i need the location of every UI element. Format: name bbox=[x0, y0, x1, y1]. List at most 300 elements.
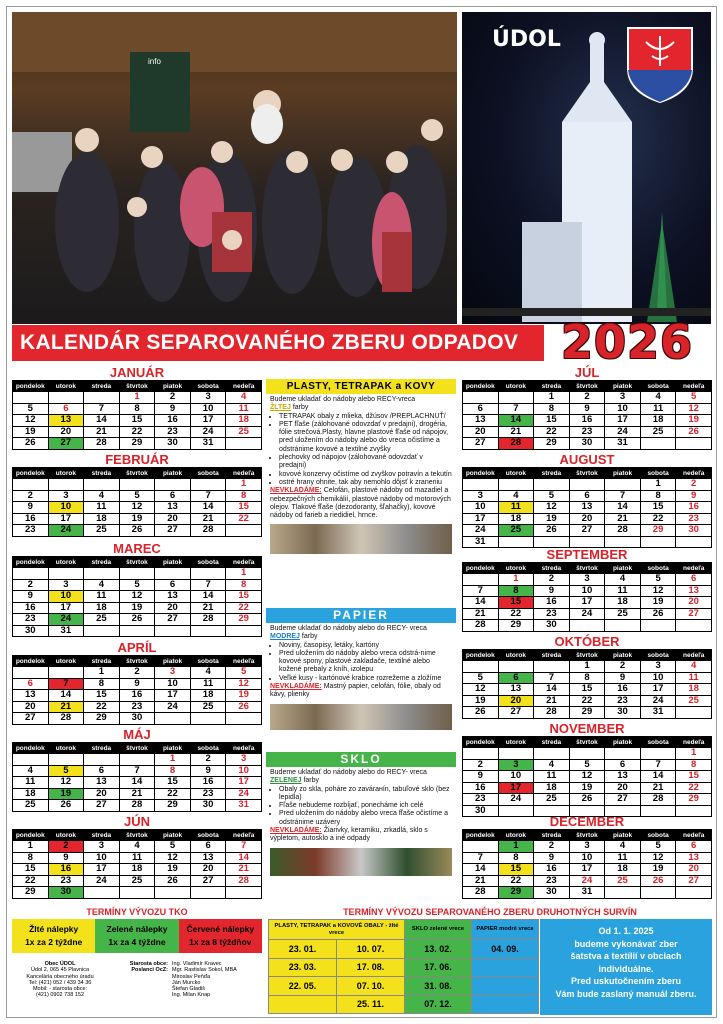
weekday-header: pondelok bbox=[463, 381, 499, 392]
day-cell: 29 bbox=[155, 800, 191, 812]
collection-date: 23. 01. bbox=[269, 940, 337, 959]
day-cell: 3 bbox=[84, 841, 120, 853]
day-cell bbox=[640, 438, 676, 450]
plasty-item: • TETRAPAK obaly z mlieka, džúsov /PREPLACHNUŤ/ bbox=[279, 413, 452, 421]
month-4 bbox=[12, 640, 262, 725]
day-cell: 29 bbox=[534, 438, 570, 450]
day-cell: 5 bbox=[463, 672, 499, 684]
weekday-header: sobota bbox=[190, 743, 226, 754]
day-cell: 10 bbox=[569, 852, 605, 864]
day-cell: 31 bbox=[605, 438, 641, 450]
separovany-title: TERMÍNY VÝVOZU SEPAROVANÉHO ZBERU DRUHOTNÝCH SURVÍN bbox=[343, 907, 637, 917]
collection-date bbox=[472, 977, 539, 996]
weekday-header: utorok bbox=[48, 468, 84, 479]
day-cell: 26 bbox=[640, 875, 676, 887]
photo-children-with-saint-nicholas bbox=[12, 12, 457, 324]
day-cell: 5 bbox=[534, 490, 570, 502]
day-cell: 13 bbox=[190, 852, 226, 864]
day-cell: 2 bbox=[13, 490, 49, 502]
tko-yellow bbox=[12, 919, 95, 953]
weekday-header: pondelok bbox=[13, 381, 49, 392]
day-cell: 27 bbox=[155, 614, 191, 626]
contact-line: Mobil: - starosta obce: bbox=[32, 986, 88, 993]
weekday-header: sobota bbox=[640, 468, 676, 479]
day-cell: 23 bbox=[569, 426, 605, 438]
notice-line: šatstva a textílií v obciach bbox=[570, 951, 682, 961]
month-table bbox=[12, 829, 262, 899]
notice-line: Vám bude zaslaný manuál zberu. bbox=[555, 988, 697, 999]
day-cell: 30 bbox=[569, 438, 605, 450]
day-cell: 28 bbox=[48, 713, 84, 725]
month-name: JÚL bbox=[574, 365, 600, 380]
day-cell: 7 bbox=[190, 579, 226, 591]
day-cell: 8 bbox=[676, 759, 712, 771]
contacts-names bbox=[168, 961, 258, 999]
day-cell: 29 bbox=[498, 887, 534, 899]
day-cell: 31 bbox=[463, 536, 499, 548]
day-cell: 20 bbox=[190, 864, 226, 876]
separovany-table bbox=[268, 919, 539, 1014]
weekday-header: piatok bbox=[155, 743, 191, 754]
day-cell: 30 bbox=[155, 438, 191, 450]
day-cell: 21 bbox=[463, 875, 499, 887]
weekday-header: štvrtok bbox=[569, 650, 605, 661]
day-cell: 9 bbox=[534, 852, 570, 864]
day-cell: 2 bbox=[534, 574, 570, 586]
day-cell: 5 bbox=[119, 490, 155, 502]
day-cell: 24 bbox=[84, 875, 120, 887]
day-cell: 10 bbox=[569, 585, 605, 597]
contact-role: Poslanci OcZ: bbox=[131, 967, 168, 974]
day-cell: 28 bbox=[534, 707, 570, 719]
day-cell: 31 bbox=[640, 707, 676, 719]
day-cell: 14 bbox=[463, 864, 499, 876]
contact-line: Obec ÚDOL bbox=[44, 961, 76, 967]
day-cell: 8 bbox=[119, 403, 155, 415]
day-cell: 22 bbox=[498, 608, 534, 620]
day-cell: 14 bbox=[190, 591, 226, 603]
day-cell: 20 bbox=[676, 864, 712, 876]
day-cell: 21 bbox=[640, 782, 676, 794]
day-cell: 4 bbox=[676, 661, 712, 673]
day-cell: 26 bbox=[48, 800, 84, 812]
day-cell: 30 bbox=[534, 887, 570, 899]
day-cell: 12 bbox=[119, 591, 155, 603]
weekday-header: piatok bbox=[605, 563, 641, 574]
day-cell bbox=[84, 479, 120, 491]
day-cell: 9 bbox=[13, 591, 49, 603]
day-cell: 13 bbox=[676, 852, 712, 864]
weekday-header: nedeľa bbox=[226, 381, 262, 392]
weekday-header: streda bbox=[534, 563, 570, 574]
village-title: ÚDOL bbox=[492, 27, 561, 52]
contact-name: Ján Murcko bbox=[172, 979, 201, 986]
day-cell: 6 bbox=[605, 759, 641, 771]
day-cell bbox=[155, 568, 191, 580]
day-cell: 15 bbox=[155, 777, 191, 789]
day-cell: 25 bbox=[84, 525, 120, 537]
day-cell: 28 bbox=[463, 620, 499, 632]
collection-date: 17. 06. bbox=[405, 958, 472, 977]
contact-line: Tel: (421) 052 / 439 34 36 bbox=[28, 979, 92, 986]
contact-name: Ing. Milan Knap bbox=[172, 992, 211, 999]
contacts-obec bbox=[12, 961, 108, 999]
day-cell: 14 bbox=[534, 684, 570, 696]
papier-waste-photo bbox=[270, 704, 452, 730]
month-table bbox=[462, 380, 712, 450]
weekday-header: utorok bbox=[498, 737, 534, 748]
day-cell: 15 bbox=[226, 591, 262, 603]
day-cell: 22 bbox=[498, 875, 534, 887]
day-cell: 12 bbox=[640, 852, 676, 864]
day-cell: 18 bbox=[676, 684, 712, 696]
weekday-header: streda bbox=[534, 468, 570, 479]
day-cell bbox=[676, 438, 712, 450]
contacts bbox=[12, 953, 262, 999]
day-cell: 19 bbox=[534, 513, 570, 525]
plasty-item: • plechovky od nápojov (zálohované odovzdať v predajni) bbox=[279, 454, 452, 471]
plasty-nev-label: NEVKLADÁME: bbox=[270, 487, 322, 495]
day-cell: 10 bbox=[605, 403, 641, 415]
month-name: APRÍL bbox=[117, 640, 157, 655]
day-cell: 24 bbox=[605, 426, 641, 438]
day-cell: 25 bbox=[226, 426, 262, 438]
day-cell: 26 bbox=[676, 426, 712, 438]
month-1 bbox=[12, 365, 262, 450]
contacts-roles bbox=[108, 961, 168, 999]
day-cell: 7 bbox=[605, 490, 641, 502]
day-cell: 26 bbox=[13, 438, 49, 450]
plasty-item: • kovové konzervy očistíme od zvyškov potravín a tekutín bbox=[279, 471, 452, 479]
day-cell: 6 bbox=[498, 672, 534, 684]
day-cell: 10 bbox=[226, 765, 262, 777]
calendar-banner: KALENDÁR SEPAROVANÉHO ZBERU ODPADOV bbox=[12, 325, 544, 361]
plasty-item: • PET fľaše (zálohované odovzdať v predajni), drogéria, fólie strečová.Plasty, hlavne plastové fľaše od nápojov, pred uložením do nádoby alebo do vreca očistíme a odstránime kovové a textilné zvyšky bbox=[279, 421, 452, 454]
day-cell: 17 bbox=[605, 415, 641, 427]
day-cell: 12 bbox=[534, 502, 570, 514]
weekday-header: nedeľa bbox=[676, 737, 712, 748]
day-cell: 9 bbox=[463, 771, 499, 783]
day-cell: 16 bbox=[13, 602, 49, 614]
weekday-header: pondelok bbox=[13, 468, 49, 479]
day-cell: 15 bbox=[226, 502, 262, 514]
day-cell: 22 bbox=[640, 513, 676, 525]
day-cell: 12 bbox=[463, 684, 499, 696]
info-plasty bbox=[266, 379, 456, 556]
month-table bbox=[462, 562, 712, 632]
day-cell: 13 bbox=[498, 684, 534, 696]
day-cell: 28 bbox=[605, 525, 641, 537]
weekday-header: štvrtok bbox=[119, 656, 155, 667]
weekday-header: nedeľa bbox=[226, 830, 262, 841]
day-cell bbox=[155, 887, 191, 899]
month-name: MÁJ bbox=[123, 727, 151, 742]
day-cell: 18 bbox=[84, 602, 120, 614]
month-3 bbox=[12, 541, 262, 637]
day-cell: 10 bbox=[190, 403, 226, 415]
weekday-header: utorok bbox=[498, 563, 534, 574]
day-cell: 11 bbox=[534, 771, 570, 783]
info-sklo bbox=[266, 752, 456, 878]
weekday-header: sobota bbox=[190, 557, 226, 568]
weekday-header: utorok bbox=[498, 650, 534, 661]
day-cell: 12 bbox=[569, 771, 605, 783]
weekday-header: štvrtok bbox=[119, 381, 155, 392]
day-cell: 28 bbox=[498, 438, 534, 450]
weekday-header: utorok bbox=[498, 381, 534, 392]
sklo-bottles-photo bbox=[270, 848, 452, 876]
day-cell bbox=[84, 392, 120, 404]
day-cell bbox=[463, 574, 499, 586]
day-cell: 11 bbox=[605, 852, 641, 864]
day-cell: 24 bbox=[48, 525, 84, 537]
day-cell: 14 bbox=[119, 777, 155, 789]
day-cell: 16 bbox=[534, 597, 570, 609]
day-cell bbox=[676, 620, 712, 632]
day-cell: 11 bbox=[13, 777, 49, 789]
day-cell: 26 bbox=[155, 875, 191, 887]
day-cell: 12 bbox=[13, 415, 49, 427]
photo-church-at-night bbox=[462, 12, 711, 324]
month-name: MAREC bbox=[113, 541, 161, 556]
day-cell: 18 bbox=[534, 782, 570, 794]
day-cell: 11 bbox=[640, 403, 676, 415]
day-cell: 10 bbox=[498, 771, 534, 783]
papier-item: • Veľké kusy - kartónové krabice rozrežeme a zložíme bbox=[279, 675, 452, 683]
day-cell: 25 bbox=[190, 701, 226, 713]
day-cell: 12 bbox=[676, 403, 712, 415]
weekday-header: sobota bbox=[190, 656, 226, 667]
day-cell: 11 bbox=[498, 502, 534, 514]
separovany-head-plasty: PLASTY, TETRAPAK a KOVOVÉ OBALY - žlté vrece bbox=[269, 920, 405, 940]
day-cell: 1 bbox=[155, 754, 191, 766]
day-cell: 2 bbox=[569, 392, 605, 404]
day-cell: 12 bbox=[119, 502, 155, 514]
month-11 bbox=[462, 721, 712, 817]
contact-role: Starosta obce: bbox=[129, 961, 168, 967]
day-cell: 22 bbox=[534, 426, 570, 438]
textile-notice bbox=[540, 919, 712, 1015]
day-cell bbox=[13, 568, 49, 580]
weekday-header: štvrtok bbox=[119, 743, 155, 754]
month-table bbox=[12, 655, 262, 725]
day-cell: 25 bbox=[605, 608, 641, 620]
day-cell: 1 bbox=[569, 661, 605, 673]
weekday-header: pondelok bbox=[13, 743, 49, 754]
day-cell: 16 bbox=[190, 777, 226, 789]
day-cell: 27 bbox=[605, 794, 641, 806]
day-cell bbox=[605, 479, 641, 491]
day-cell: 7 bbox=[640, 759, 676, 771]
sklo-nev-label: NEVKLADÁME: bbox=[270, 827, 322, 835]
weekday-header: štvrtok bbox=[569, 563, 605, 574]
day-cell: 5 bbox=[155, 841, 191, 853]
tko-grid bbox=[12, 919, 262, 953]
day-cell: 14 bbox=[48, 690, 84, 702]
day-cell: 23 bbox=[190, 788, 226, 800]
papier-body bbox=[266, 623, 456, 702]
info-board-label: info bbox=[148, 57, 161, 66]
day-cell: 2 bbox=[534, 841, 570, 853]
day-cell: 10 bbox=[48, 591, 84, 603]
weekday-header: štvrtok bbox=[569, 830, 605, 841]
weekday-header: piatok bbox=[605, 650, 641, 661]
day-cell bbox=[676, 536, 712, 548]
weekday-header: nedeľa bbox=[226, 656, 262, 667]
weekday-header: utorok bbox=[48, 743, 84, 754]
day-cell: 1 bbox=[13, 841, 49, 853]
day-cell: 2 bbox=[13, 579, 49, 591]
contact-line: (421) 0902 738 152 bbox=[35, 992, 84, 999]
day-cell: 20 bbox=[84, 788, 120, 800]
day-cell bbox=[226, 525, 262, 537]
day-cell: 12 bbox=[226, 678, 262, 690]
day-cell: 15 bbox=[84, 690, 120, 702]
day-cell: 7 bbox=[48, 678, 84, 690]
day-cell: 10 bbox=[48, 502, 84, 514]
sklo-heading: SKLO bbox=[266, 752, 456, 767]
day-cell: 16 bbox=[463, 782, 499, 794]
day-cell: 17 bbox=[155, 690, 191, 702]
weekday-header: pondelok bbox=[463, 830, 499, 841]
weekday-header: sobota bbox=[190, 381, 226, 392]
weekday-header: sobota bbox=[190, 830, 226, 841]
weekday-header: utorok bbox=[48, 381, 84, 392]
day-cell: 29 bbox=[13, 887, 49, 899]
day-cell: 23 bbox=[605, 695, 641, 707]
day-cell: 16 bbox=[155, 415, 191, 427]
day-cell: 26 bbox=[640, 608, 676, 620]
day-cell: 17 bbox=[190, 415, 226, 427]
day-cell bbox=[13, 754, 49, 766]
collection-date bbox=[472, 995, 539, 1014]
day-cell: 15 bbox=[119, 415, 155, 427]
collection-date: 22. 05. bbox=[269, 977, 337, 996]
day-cell: 14 bbox=[498, 415, 534, 427]
day-cell: 21 bbox=[605, 513, 641, 525]
weekday-header: štvrtok bbox=[569, 381, 605, 392]
plasty-heading: PLASTY, TETRAPAK a KOVY bbox=[266, 379, 456, 394]
day-cell bbox=[119, 754, 155, 766]
day-cell: 28 bbox=[119, 800, 155, 812]
day-cell bbox=[676, 887, 712, 899]
sklo-body bbox=[266, 767, 456, 846]
day-cell: 27 bbox=[676, 875, 712, 887]
day-cell: 8 bbox=[498, 852, 534, 864]
day-cell: 2 bbox=[48, 841, 84, 853]
weekday-header: utorok bbox=[48, 830, 84, 841]
collection-date: 07. 12. bbox=[405, 995, 472, 1014]
contact-name: Mgr. Rastislav Sokol, MBA bbox=[172, 967, 237, 974]
day-cell: 12 bbox=[640, 585, 676, 597]
coat-of-arms-icon bbox=[628, 28, 692, 102]
day-cell: 20 bbox=[498, 695, 534, 707]
weekday-header: piatok bbox=[605, 468, 641, 479]
day-cell: 31 bbox=[226, 800, 262, 812]
day-cell: 29 bbox=[676, 794, 712, 806]
tko-section bbox=[12, 905, 262, 1015]
day-cell: 9 bbox=[155, 403, 191, 415]
day-cell: 1 bbox=[676, 748, 712, 760]
day-cell: 27 bbox=[84, 800, 120, 812]
day-cell: 19 bbox=[48, 788, 84, 800]
day-cell: 11 bbox=[119, 852, 155, 864]
day-cell bbox=[605, 887, 641, 899]
month-table bbox=[462, 467, 712, 548]
day-cell: 19 bbox=[640, 597, 676, 609]
day-cell: 1 bbox=[226, 479, 262, 491]
day-cell: 28 bbox=[190, 614, 226, 626]
day-cell: 14 bbox=[190, 502, 226, 514]
contact-name: Miroslav Peňďa bbox=[172, 973, 211, 980]
day-cell bbox=[190, 568, 226, 580]
day-cell: 23 bbox=[13, 614, 49, 626]
day-cell bbox=[498, 392, 534, 404]
month-name: DECEMBER bbox=[549, 814, 625, 829]
day-cell bbox=[13, 479, 49, 491]
day-cell: 7 bbox=[463, 585, 499, 597]
day-cell bbox=[534, 748, 570, 760]
day-cell: 14 bbox=[463, 597, 499, 609]
day-cell: 19 bbox=[640, 864, 676, 876]
day-cell: 29 bbox=[84, 713, 120, 725]
day-cell: 8 bbox=[640, 490, 676, 502]
day-cell: 17 bbox=[48, 513, 84, 525]
weekday-header: piatok bbox=[155, 656, 191, 667]
separovany-head-papier: PAPIER modré vrece bbox=[472, 920, 539, 940]
day-cell: 3 bbox=[640, 661, 676, 673]
day-cell: 6 bbox=[155, 490, 191, 502]
month-12 bbox=[462, 814, 712, 899]
papier-color-word: MODREJ bbox=[270, 633, 300, 641]
tko-green-label: Zelené nálepky bbox=[106, 924, 168, 934]
collection-date: 31. 08. bbox=[405, 977, 472, 996]
papier-item: • Noviny, časopisy, letáky, kartóny bbox=[279, 642, 452, 650]
contact-line: Údol 2, 065 45 Plavnica bbox=[30, 967, 90, 974]
day-cell: 2 bbox=[190, 754, 226, 766]
weekday-header: pondelok bbox=[13, 656, 49, 667]
day-cell bbox=[13, 392, 49, 404]
day-cell: 4 bbox=[640, 392, 676, 404]
contact-name: Ing. Vladimír Kravec bbox=[172, 961, 222, 967]
day-cell bbox=[226, 625, 262, 637]
day-cell: 30 bbox=[463, 805, 499, 817]
day-cell: 27 bbox=[13, 713, 49, 725]
day-cell: 21 bbox=[498, 426, 534, 438]
day-cell: 6 bbox=[155, 579, 191, 591]
month-name: JÚN bbox=[123, 814, 150, 829]
day-cell: 12 bbox=[48, 777, 84, 789]
day-cell: 22 bbox=[84, 701, 120, 713]
plasty-waste-photo bbox=[270, 524, 452, 554]
day-cell: 21 bbox=[190, 602, 226, 614]
day-cell bbox=[534, 479, 570, 491]
day-cell: 30 bbox=[605, 707, 641, 719]
day-cell: 17 bbox=[463, 513, 499, 525]
weekday-header: streda bbox=[84, 743, 120, 754]
weekday-header: nedeľa bbox=[676, 381, 712, 392]
papier-intro: Budeme ukladať do nádoby alebo do RECY- vreca bbox=[270, 625, 427, 632]
day-cell: 13 bbox=[155, 502, 191, 514]
day-cell bbox=[119, 625, 155, 637]
month-table bbox=[12, 742, 262, 812]
day-cell: 25 bbox=[605, 875, 641, 887]
day-cell: 3 bbox=[48, 490, 84, 502]
calendar-year: 2026 bbox=[560, 315, 694, 369]
weekday-header: pondelok bbox=[13, 557, 49, 568]
day-cell: 18 bbox=[640, 415, 676, 427]
weekday-header: pondelok bbox=[463, 737, 499, 748]
